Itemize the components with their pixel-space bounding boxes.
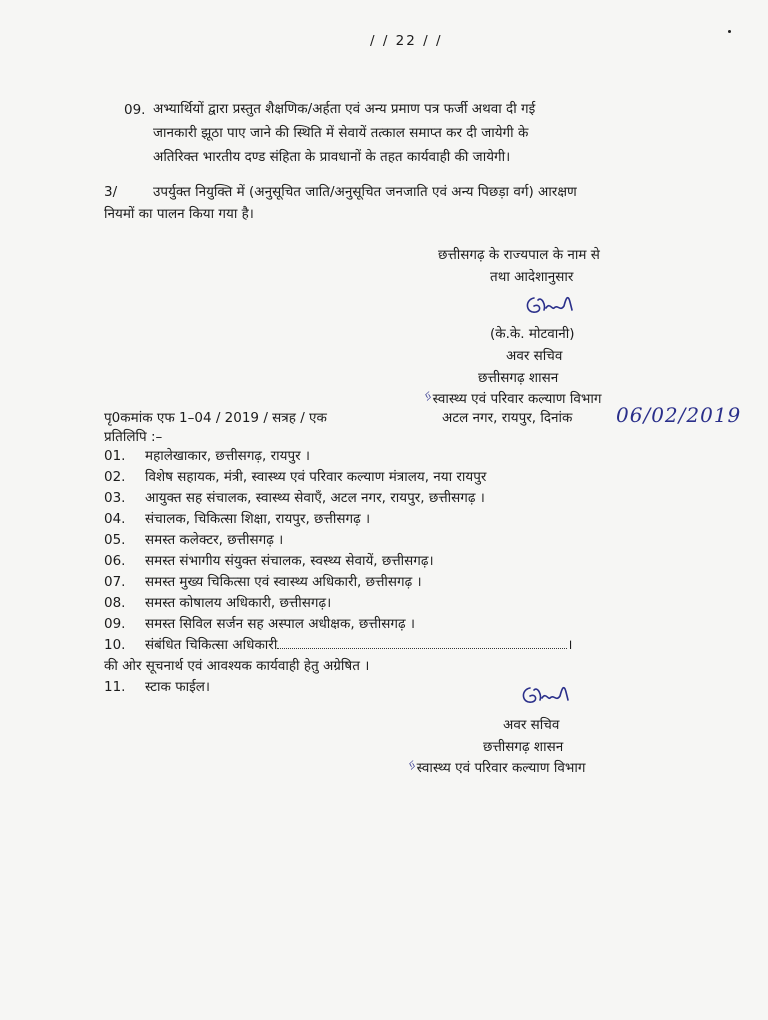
signature-2 <box>516 680 576 714</box>
para-09-line-3: अतिरिक्त भारतीय दण्ड संहिता के प्रावधानों के तहत कार्यवाही की जायेगी। <box>153 149 511 165</box>
list-item-text: समस्त सिविल सर्जन सह अस्पाल अधीक्षक, छत्तीसगढ़ । <box>145 616 415 632</box>
list-item-text: महालेखाकार, छत्तीसगढ़, रायपुर । <box>145 448 311 464</box>
signatory-2-govt: छत्तीसगढ़ शासन <box>483 739 564 755</box>
para-09 <box>153 97 693 121</box>
list-item-text: समस्त कलेक्टर, छत्तीसगढ़ । <box>145 532 284 548</box>
handwritten-date: 06/02/2019 <box>616 403 742 427</box>
para-09-line-2: जानकारी झूठा पाए जाने की स्थिति में सेवायें तत्काल समाप्त कर दी जायेगी के <box>153 125 529 141</box>
list-item-number: 03. <box>104 490 126 506</box>
list-item-number: 10. <box>104 637 126 653</box>
list-item-number: 08. <box>104 595 126 611</box>
list-item-text: आयुक्त सह संचालक, स्वास्थ्य सेवाएँ, अटल नगर, रायपुर, छत्तीसगढ़ । <box>145 490 485 506</box>
signatory-1-govt: छत्तीसगढ़ शासन <box>478 370 559 386</box>
copy-heading: प्रतिलिपि :– <box>104 429 163 445</box>
endorsement-ref: पृ0कमांक एफ 1–04 / 2019 / सत्रह / एक <box>104 410 327 426</box>
list-item-text: समस्त संभागीय संयुक्त संचालक, स्वस्थ्य सेवायें, छत्तीसगढ़। <box>145 553 434 569</box>
list-item-number: 01. <box>104 448 126 464</box>
list-item-text: विशेष सहायक, मंत्री, स्वास्थ्य एवं परिवार कल्याण मंत्रालय, नया रायपुर <box>145 469 487 485</box>
signatory-2-department: ᛃस्वास्थ्य एवं परिवार कल्याण विभाग <box>406 755 586 776</box>
pen-mark: ᛃ <box>406 755 417 774</box>
para-3-line-1: उपर्युक्त नियुक्ति में (अनुसूचित जाति/अनुसूचित जनजाति एवं अन्य पिछड़ा वर्ग) आरक्षण <box>153 184 577 200</box>
list-item-number: 07. <box>104 574 126 590</box>
list-item-number: 09. <box>104 616 126 632</box>
para-09-number: 09. <box>124 102 146 118</box>
list-item-number: 04. <box>104 511 126 527</box>
list-item-number: 06. <box>104 553 126 569</box>
para-3-number: 3/ <box>104 184 118 200</box>
para-09-line-1: अभ्यार्थियों द्वारा प्रस्तुत शैक्षणिक/अर्हता एवं अन्य प्रमाण पत्र फर्जी अथवा दी गई <box>153 101 536 117</box>
list-item-text: समस्त कोषालय अधिकारी, छत्तीसगढ़। <box>145 595 332 611</box>
list-item-number: 02. <box>104 469 126 485</box>
signature-1 <box>520 290 580 324</box>
forward-note: की ओर सूचनार्थ एवं आवश्यक कार्यवाही हेतु अग्रेषित । <box>104 658 370 674</box>
list-item-number: 05. <box>104 532 126 548</box>
list-item-text: समस्त मुख्य चिकित्सा एवं स्वास्थ्य अधिकारी, छत्तीसगढ़ । <box>145 574 422 590</box>
para-3-line-2: नियमों का पालन किया गया है। <box>104 206 254 222</box>
item-11-number: 11. <box>104 679 126 695</box>
signatory-2-designation: अवर सचिव <box>503 717 560 733</box>
signatory-1-department: ᛃस्वास्थ्य एवं परिवार कल्याण विभाग <box>422 386 602 407</box>
pen-mark: ᛃ <box>422 386 433 405</box>
signatory-1-name: (के.के. मोटवानी) <box>490 326 575 342</box>
speck <box>728 30 731 33</box>
list-item-text: संबंधित चिकित्सा अधिकारी । <box>145 637 573 653</box>
endorsement-place-date: अटल नगर, रायपुर, दिनांक <box>442 410 573 426</box>
list-item-text: संचालक, चिकित्सा शिक्षा, रायपुर, छत्तीसगढ़ । <box>145 511 371 527</box>
authority-line-1: छत्तीसगढ़ के राज्यपाल के नाम से <box>438 247 600 263</box>
signatory-1-designation: अवर सचिव <box>506 348 563 364</box>
page-number: / / 22 / / <box>370 33 443 49</box>
fill-in-blank <box>277 636 567 649</box>
item-11-text: स्टाक फाईल। <box>145 679 211 695</box>
authority-line-2: तथा आदेशानुसार <box>490 269 574 285</box>
